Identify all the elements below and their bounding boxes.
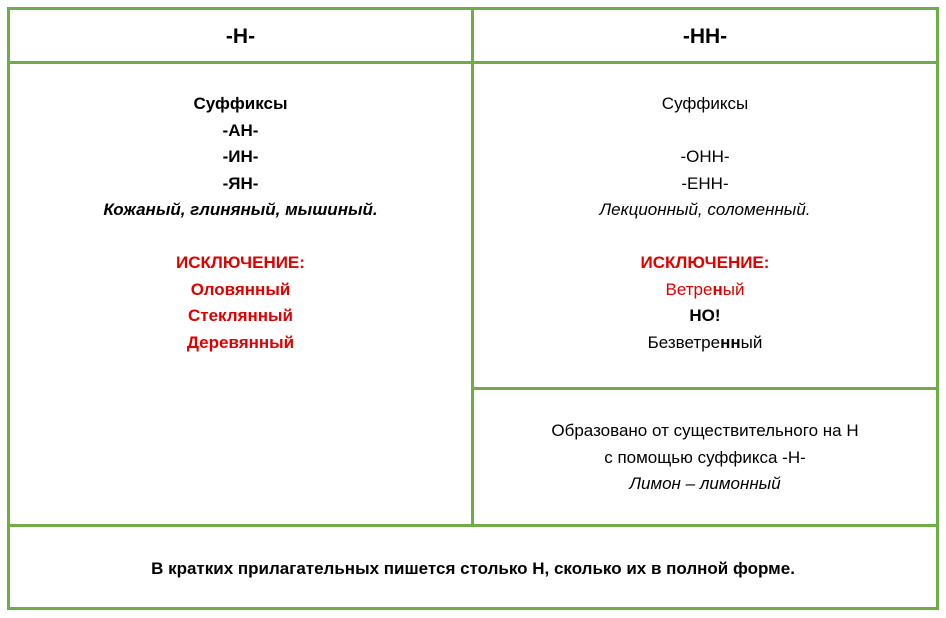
header-single-n: -Н- [225, 25, 256, 48]
exception-label: ИСКЛЮЧЕНИЕ: [640, 253, 770, 272]
header-double-nn-cell [474, 10, 936, 61]
counter-example-word [474, 330, 936, 357]
word-prefix: Безветре [647, 332, 721, 352]
suffixes-label: Суффиксы [193, 94, 288, 113]
suffix-in: -ИН- [222, 147, 259, 166]
short-adjectives-rule: В кратких прилагательных пишется столько Н, сколько их в полной форме. [151, 559, 795, 578]
but-label: НО! [689, 306, 721, 325]
header-double-nn: -НН- [682, 25, 728, 48]
suffixes-label: Суффиксы [661, 94, 749, 113]
exception-label: ИСКЛЮЧЕНИЕ: [176, 253, 305, 272]
examples-text: Кожаный, глиняный, мышиный. [103, 200, 378, 219]
highlighted-letters: нн [720, 332, 741, 352]
noun-derived-rule-cell [474, 390, 936, 524]
rule-line-2: с помощью суффикса -Н- [604, 447, 806, 467]
word-suffix: ый [740, 332, 763, 352]
exception-word: Стеклянный [188, 306, 293, 325]
single-n-rules-cell [10, 64, 471, 524]
spacer [474, 118, 936, 145]
suffix-yan: -ЯН- [222, 173, 259, 193]
header-single-n-cell [10, 10, 471, 61]
exception-word: Оловянный [190, 279, 291, 299]
highlighted-letter: н [712, 279, 723, 299]
examples-text: Лекционный, соломенный. [599, 200, 811, 219]
spacer [10, 224, 471, 251]
word-suffix: ый [722, 279, 745, 299]
short-adjectives-rule-cell [10, 527, 936, 607]
suffix-enn: -ЕНН- [681, 173, 729, 193]
suffix-onn: -ОНН- [680, 147, 730, 166]
exception-word [474, 277, 936, 304]
rule-example: Лимон – лимонный [629, 474, 781, 493]
suffix-an: -АН- [222, 120, 259, 140]
rule-line-1: Образовано от существительного на Н [551, 421, 859, 440]
double-nn-rules-cell [474, 64, 936, 387]
spacer [474, 224, 936, 251]
word-prefix: Ветре [665, 279, 713, 299]
exception-word: Деревянный [186, 332, 295, 352]
